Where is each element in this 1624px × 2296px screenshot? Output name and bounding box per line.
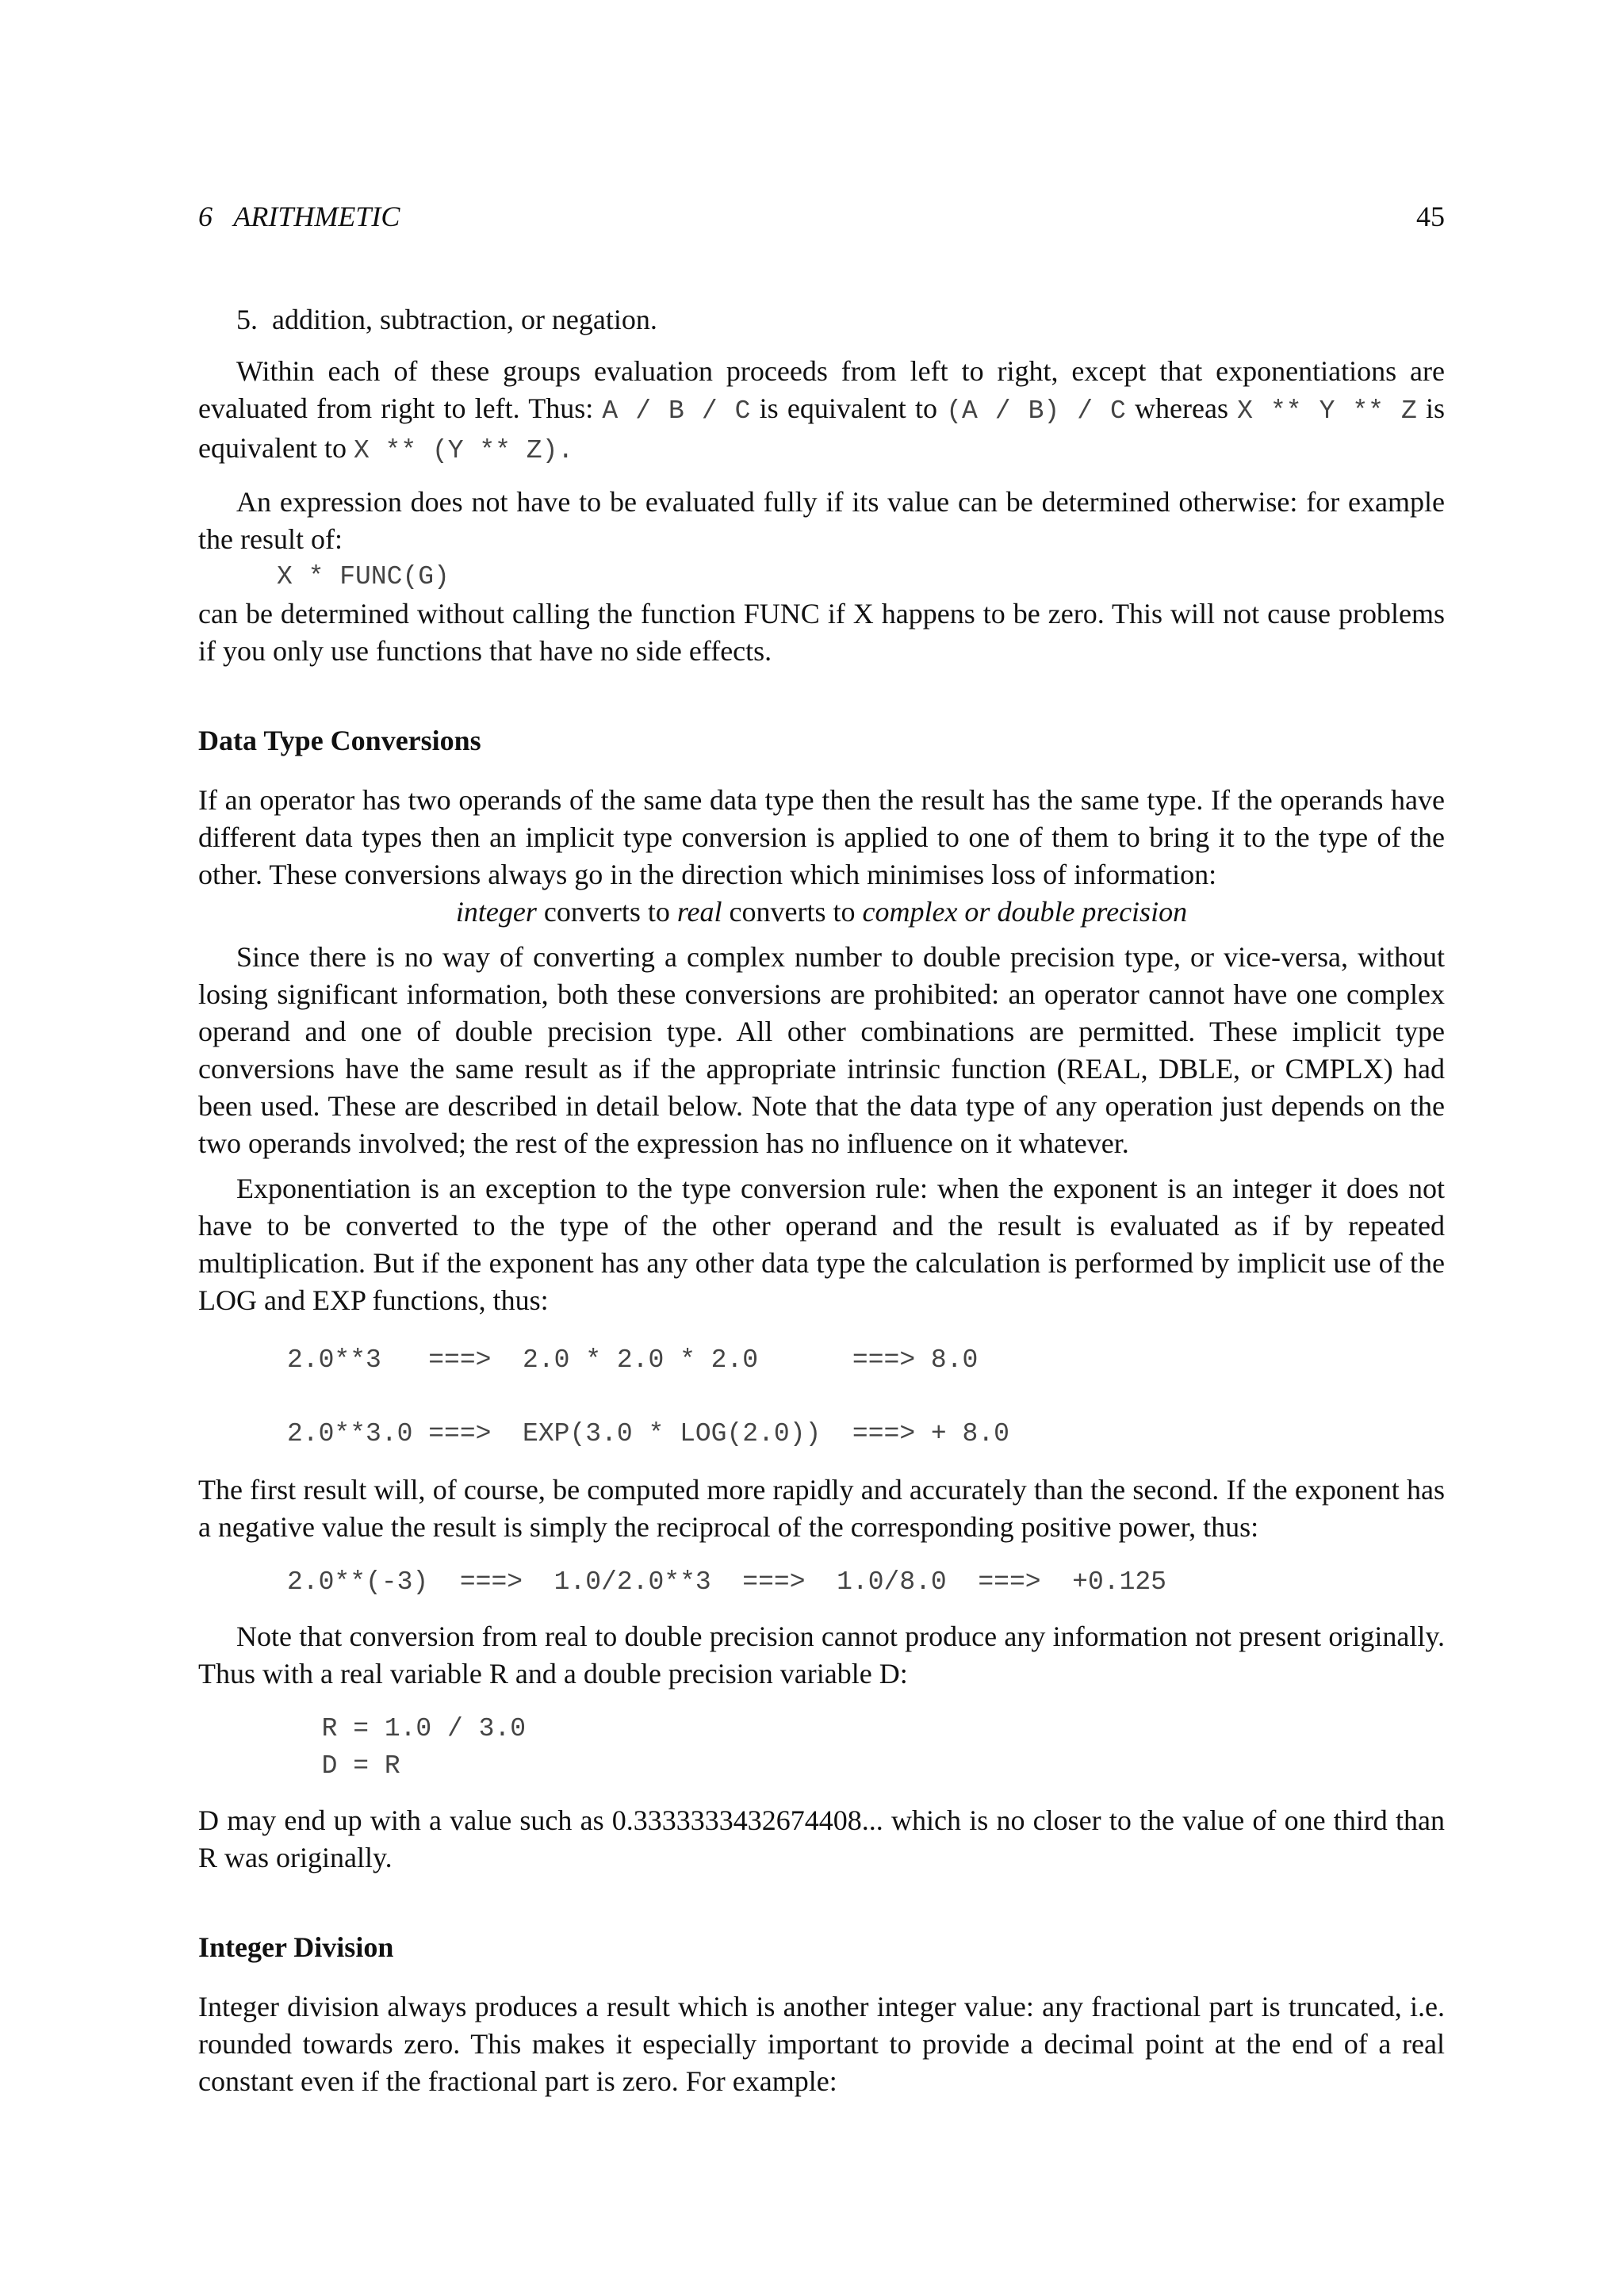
page: [198, 0, 1445, 2296]
paragraph-reciprocal: The first result will, of course, be computed more rapidly and accurately than the second. If the exponent has a negative value the result is simply the reciprocal of the corresponding positive power, thus:: [198, 1474, 1445, 1543]
running-header: [198, 198, 1445, 238]
paragraph-partial-evaluation: An expression does not have to be evaluated fully if its value can be determined otherwise: for example the result of:: [198, 486, 1445, 555]
paragraph-continuation: can be determined without calling the function FUNC if X happens to be zero. This will not cause problems if you only use functions that have no side effects.: [198, 598, 1445, 667]
paragraph-integer-division: Integer division always produces a result which is another integer value: any fractional part is truncated, i.e. rounded towards zero. This makes it especially important to provide a decimal point at the end of a real constant even if the fractional part is zero. For example:: [198, 1991, 1445, 2097]
code-line: R = 1.0 / 3.0: [290, 1714, 527, 1743]
paragraph-real-to-double: Note that conversion from real to double precision cannot produce any information not present originally. Thus with a real variable R and a double precision variable D:: [198, 1621, 1445, 1689]
type-complex-double: complex or double precision: [862, 896, 1188, 928]
code-block-assignment: [198, 1710, 1445, 1785]
conversion-chain: [198, 894, 1445, 931]
inline-code: (A / B) / C: [946, 396, 1126, 426]
paragraph-exponentiation: Exponentiation is an exception to the type conversion rule: when the exponent is an integer it does not have to be converted to the type of the other operand and the result is evaluated as if by repeated multiplication. But if the exponent has any other data type the calculation is performed by implicit use of the LOG and EXP functions, thus:: [198, 1173, 1445, 1316]
paragraph-one-third: D may end up with a value such as 0.3333333432674408... which is no closer to the value of one third than R was originally.: [198, 1804, 1445, 1873]
code-block-negative-exponent: [198, 1563, 1445, 1601]
code-block-exponent: [198, 1341, 1445, 1452]
text-run: Within each of these groups evaluation proceeds from left to right, except that exponentiations are evaluated from right to left. Thus:: [198, 355, 1445, 424]
text-run: whereas: [1125, 392, 1238, 424]
code-line: D = R: [290, 1751, 400, 1781]
page-body: [198, 301, 1445, 2100]
paragraph-operand-types: If an operator has two operands of the same data type then the result has the same type. If the operands have different data types then an implicit type conversion is applied to one of them to bring it to the type of the other. These conversions always go in the direction which minimises loss of information:: [198, 784, 1445, 890]
list-item: 5. addition, subtraction, or negation.: [236, 304, 657, 335]
paragraph-complex-double: Since there is no way of converting a complex number to double precision type, or vice-versa, without losing significant information, both these conversions are prohibited: an operator cannot have one complex operand and one of double precision type. All other combinations are permitted. These implicit type conversions have the same result as if the appropriate intrinsic function (REAL, DBLE, or CMPLX) had been used. These are described in detail below. Note that the data type of any operation just depends on the two operands involved; the rest of the expression has no influence on it whatever.: [198, 941, 1445, 1159]
text-run: converts to: [536, 896, 677, 928]
inline-code: A / B / C: [602, 396, 751, 426]
page-number: 45: [1416, 201, 1445, 232]
text-run: is equivalent to: [198, 392, 1446, 464]
section-heading-data-type-conversions: Data Type Conversions: [198, 725, 481, 756]
code-line: 2.0**3.0 ===> EXP(3.0 * LOG(2.0)) ===> + 8.0: [287, 1419, 1009, 1448]
paragraph-evaluation-order: [198, 353, 1445, 469]
type-real: real: [676, 896, 722, 928]
inline-code: X ** (Y ** Z).: [353, 436, 574, 465]
chapter-title: 6 ARITHMETIC: [198, 201, 400, 232]
code-line: 2.0**(-3) ===> 1.0/2.0**3 ===> 1.0/8.0 ===> +0.125: [287, 1567, 1166, 1597]
text-run: is equivalent to: [750, 392, 947, 424]
section-heading-integer-division: Integer Division: [198, 1931, 394, 1963]
code-line: X * FUNC(G): [198, 562, 450, 591]
text-run: converts to: [722, 896, 863, 928]
code-line: 2.0**3 ===> 2.0 * 2.0 * 2.0 ===> 8.0: [287, 1345, 979, 1375]
inline-code: X ** Y ** Z: [1237, 396, 1417, 426]
type-integer: integer: [455, 896, 537, 928]
